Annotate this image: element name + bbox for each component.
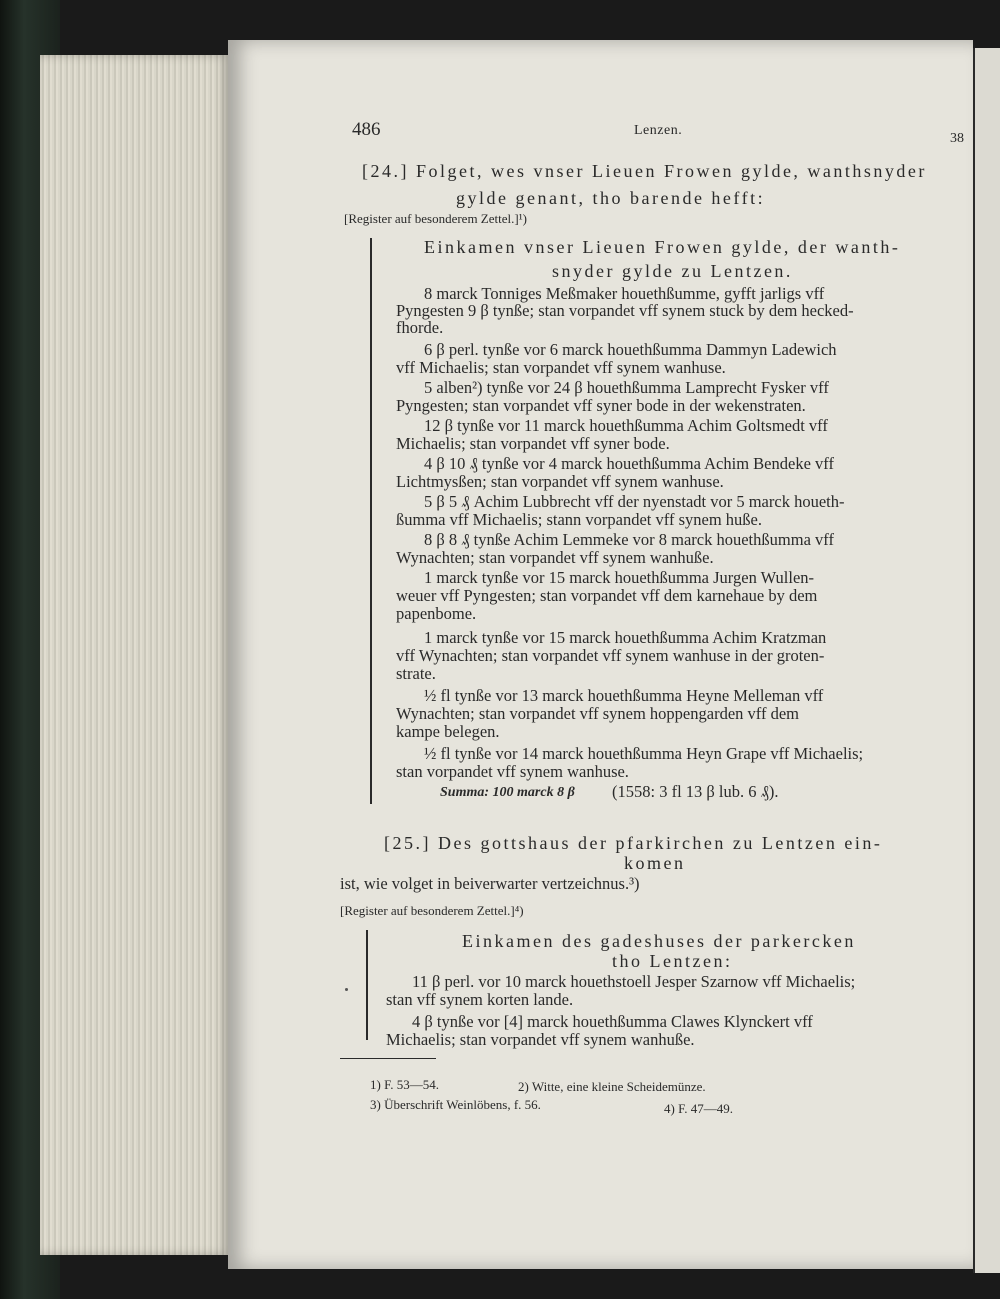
section24-heading-line2: gylde genant, tho barende hefft:: [456, 188, 766, 208]
running-head: Lenzen.: [634, 123, 683, 138]
footnote: 1) F. 53—54.: [370, 1077, 440, 1092]
entry-line: 1 marck tynße vor 15 marck houethßumma Achim Kratzman: [424, 628, 827, 647]
entry-line: stan vorpandet vff synem wanhuse.: [396, 762, 629, 781]
entry-line: fhorde.: [396, 318, 444, 337]
entry-line: 6 β perl. tynße vor 6 marck houethßumma Dammyn Ladewich: [424, 340, 837, 359]
footnote: 4) F. 47—49.: [664, 1101, 734, 1116]
page-edges: [40, 55, 230, 1255]
entry-line: stan vff synem korten lande.: [386, 990, 574, 1009]
margin-mark: [345, 988, 348, 991]
entry-line: strate.: [396, 664, 436, 683]
entry-line: 11 β perl. vor 10 marck houethstoell Jesper Szarnow vff Michaelis;: [412, 972, 856, 991]
entry-line: kampe belegen.: [396, 722, 500, 741]
entry-line: Pyngesten; stan vorpandet vff syner bode in der wekenstraten.: [396, 396, 806, 415]
section24-subheading-line1: Einkamen vnser Lieuen Frowen gylde, der wanth-: [424, 237, 901, 257]
entry-line: weuer vff Pyngesten; stan vorpandet vff dem karnehaue by dem: [396, 586, 818, 605]
section25-margin-bar: [366, 930, 368, 1040]
footnote: 2) Witte, eine kleine Scheidemünze.: [518, 1079, 706, 1094]
section25-intro: ist, wie volget in beiverwarter vertzeichnus.³): [340, 874, 640, 893]
entry-line: ßumma vff Michaelis; stann vorpandet vff synem huße.: [396, 510, 762, 529]
page-number: 486: [352, 119, 381, 140]
summa-label: Summa: 100 marck 8 β: [440, 785, 575, 800]
entry-line: Michaelis; stan vorpandet vff synem wanhuße.: [386, 1030, 695, 1049]
summa-note: (1558: 3 fl 13 β lub. 6 ₰).: [612, 782, 779, 801]
section25-register-note: [Register auf besonderem Zettel.]⁴): [340, 903, 524, 918]
entry-line: 1 marck tynße vor 15 marck houethßumma Jurgen Wullen-: [424, 568, 815, 587]
entry-line: Wynachten; stan vorpandet vff synem wanhuße.: [396, 548, 714, 567]
entry-line: 12 β tynße vor 11 marck houethßumma Achim Goltsmedt vff: [424, 416, 828, 435]
entry-line: 4 β tynße vor [4] marck houethßumma Clawes Klynckert vff: [412, 1012, 813, 1031]
entry-line: ½ fl tynße vor 13 marck houethßumma Heyne Melleman vff: [424, 686, 824, 705]
section25-subheading-line2: tho Lentzen:: [612, 951, 733, 971]
entry-line: Pyngesten 9 β tynße; stan vorpandet vff synem stuck by dem hecked-: [396, 301, 854, 320]
footnote-rule: [340, 1058, 436, 1059]
section24-subheading-line2: snyder gylde zu Lentzen.: [552, 261, 793, 281]
footnote: 3) Überschrift Weinlöbens, f. 56.: [370, 1097, 541, 1112]
section24-register-note: [Register auf besonderem Zettel.]¹): [344, 211, 527, 226]
section24-margin-bar: [370, 238, 372, 804]
section25-heading-line1: [25.] Des gottshaus der pfarkirchen zu Lentzen ein-: [384, 833, 883, 853]
entry-line: vff Wynachten; stan vorpandet vff synem wanhuse in der groten-: [396, 646, 825, 665]
entry-line: Wynachten; stan vorpandet vff synem hoppengarden vff dem: [396, 704, 799, 723]
entry-line: ½ fl tynße vor 14 marck houethßumma Heyn Grape vff Michaelis;: [424, 744, 864, 763]
entry-line: 8 marck Tonniges Meßmaker houethßumme, gyfft jarligs vff: [424, 284, 825, 303]
entry-line: Michaelis; stan vorpandet vff syner bode.: [396, 434, 670, 453]
entry-line: vff Michaelis; stan vorpandet vff synem wanhuse.: [396, 358, 726, 377]
facing-page: [973, 48, 1000, 1273]
entry-line: 8 β 8 ₰ tynße Achim Lemmeke vor 8 marck houethßumma vff: [424, 530, 834, 549]
entry-line: 5 β 5 ₰ Achim Lubbrecht vff der nyenstadt vor 5 marck houeth-: [424, 492, 845, 511]
entry-line: papenbome.: [396, 604, 477, 623]
section24-heading-line1: [24.] Folget, wes vnser Lieuen Frowen gylde, wanthsnyder: [362, 161, 927, 181]
section25-heading-line2: komen: [624, 853, 686, 873]
entry-line: 4 β 10 ₰ tynße vor 4 marck houethßumma Achim Bendeke vff: [424, 454, 834, 473]
entry-line: 5 alben²) tynße vor 24 β houethßumma Lamprecht Fysker vff: [424, 378, 829, 397]
facing-page-number: 38: [950, 131, 964, 146]
section25-subheading-line1: Einkamen des gadeshuses der parkercken: [462, 931, 856, 951]
entry-line: Lichtmysßen; stan vorpandet vff synem wanhuse.: [396, 472, 724, 491]
